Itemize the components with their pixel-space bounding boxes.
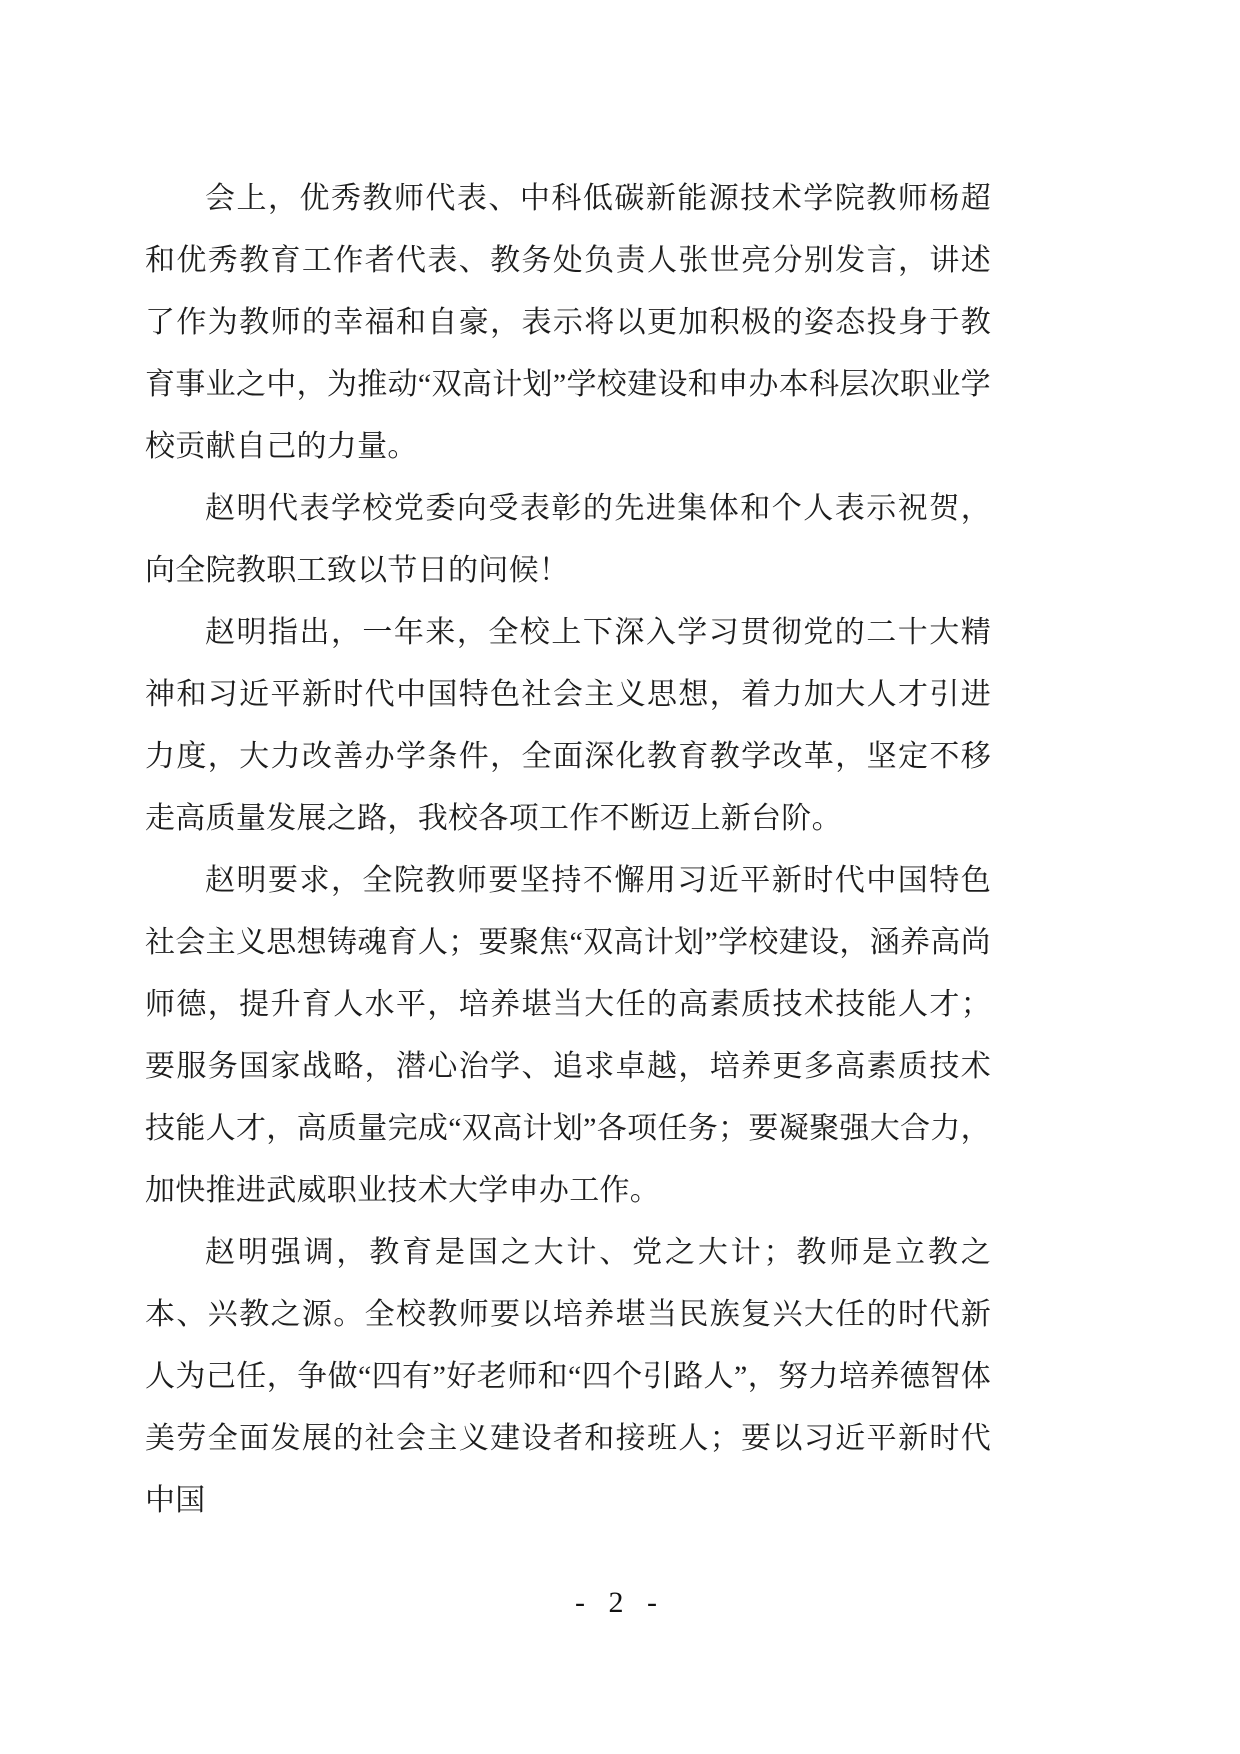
document-body [145,168,991,1532]
page-number: - 2 - [575,1586,665,1619]
paragraph: 赵明强调，教育是国之大计、党之大计；教师是立教之本、兴教之源。全校教师要以培养堪当民族复兴大任的时代新人为己任，争做“四有”好老师和“四个引路人”，努力培养德智体美劳全面发展的社会主义建设者和接班人；要以习近平新时代中国 [145,1236,991,1517]
paragraph: 赵明代表学校党委向受表彰的先进集体和个人表示祝贺，向全院教职工致以节日的问候！ [145,492,991,587]
paragraph: 赵明要求，全院教师要坚持不懈用习近平新时代中国特色社会主义思想铸魂育人；要聚焦“双高计划”学校建设，涵养高尚师德，提升育人水平，培养堪当大任的高素质技术技能人才；要服务国家战略，潜心治学、追求卓越，培养更多高素质技术技能人才，高质量完成“双高计划”各项任务；要凝聚强大合力，加快推进武威职业技术大学申办工作。 [145,864,991,1207]
paragraph: 会上，优秀教师代表、中科低碳新能源技术学院教师杨超和优秀教育工作者代表、教务处负责人张世亮分别发言，讲述了作为教师的幸福和自豪，表示将以更加积极的姿态投身于教育事业之中，为推动“双高计划”学校建设和申办本科层次职业学校贡献自己的力量。 [145,182,991,463]
paragraph: 赵明指出，一年来，全校上下深入学习贯彻党的二十大精神和习近平新时代中国特色社会主义思想，着力加大人才引进力度，大力改善办学条件，全面深化教育教学改革，坚定不移走高质量发展之路，我校各项工作不断迈上新台阶。 [145,616,991,835]
